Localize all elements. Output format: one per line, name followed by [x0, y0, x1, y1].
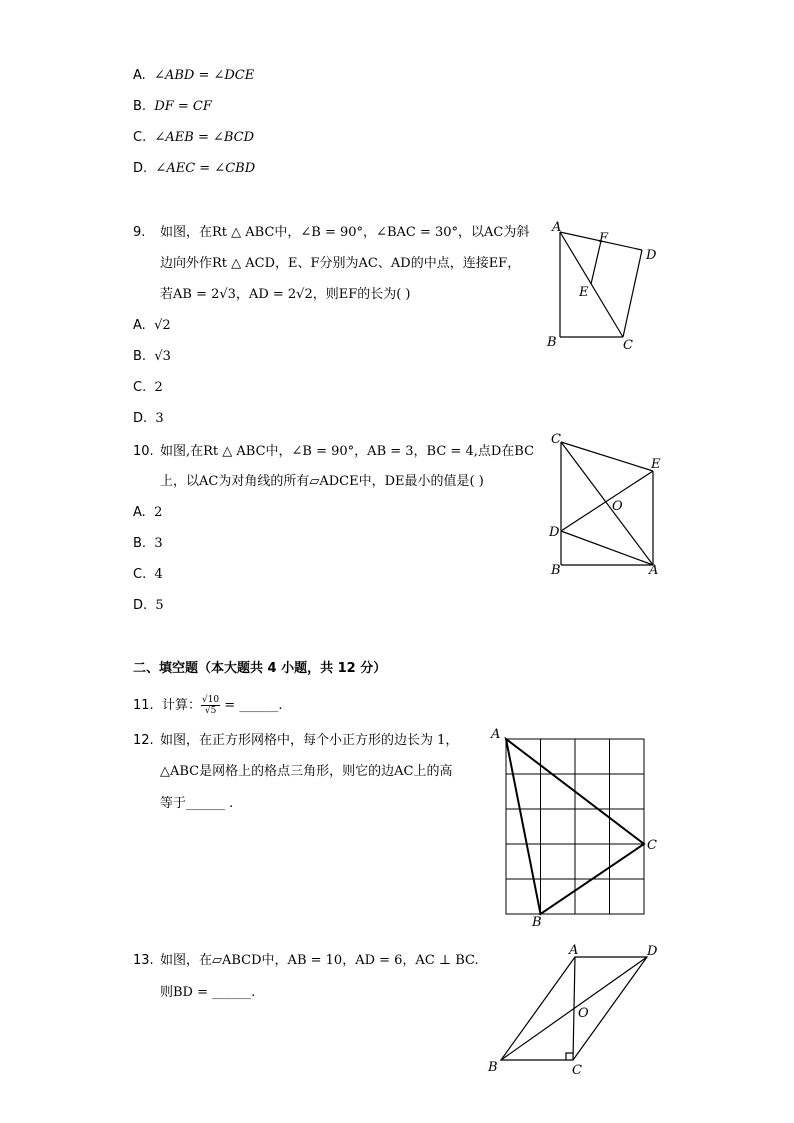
- q8-option-c: C. ∠AEB = ∠BCD: [133, 130, 255, 145]
- q12-grid: [506, 739, 644, 914]
- q9-label-c: C: [623, 338, 633, 353]
- q9-label-f: F: [599, 231, 609, 246]
- q9-line3: 若AB = 2√3，AD = 2√2，则EF的长为( ): [160, 287, 411, 302]
- q9-option-d: D. 3: [133, 411, 164, 426]
- q10-line1: 如图,在Rt △ ABC中，∠B = 90°，AB = 3，BC = 4,点D在BC: [160, 444, 535, 459]
- q9-label-b: B: [547, 335, 557, 350]
- q10-label-b: B: [551, 563, 561, 578]
- q10-label-c: C: [551, 432, 561, 447]
- q12-label-a: A: [491, 727, 501, 742]
- section-heading: 二、填空题（本大题共 4 小题，共 12 分）: [133, 661, 387, 676]
- q9-line1: 如图，在Rt △ ABC中，∠B = 90°，∠BAC = 30°，以AC为斜: [160, 225, 530, 240]
- q11-fraction: $\frac{√10}{√5}$: [201, 695, 220, 716]
- q10-option-d: D. 5: [133, 598, 164, 613]
- q13-label-b: B: [488, 1060, 498, 1075]
- q12-number: 12.: [133, 733, 154, 748]
- q13-number: 13.: [133, 953, 154, 968]
- q10-line2: 上，以AC为对角线的所有▱ADCE中，DE最小的值是( ): [160, 474, 484, 489]
- q9-option-c: C. 2: [133, 380, 163, 395]
- q10-figure: [543, 428, 673, 580]
- q9-label-e: E: [579, 285, 589, 300]
- q10-option-c: C. 4: [133, 567, 163, 582]
- q9-label-d: D: [646, 248, 657, 263]
- q12-label-b: B: [532, 915, 542, 930]
- q10-segment-de: [561, 471, 653, 531]
- q9-label-a: A: [552, 220, 562, 235]
- q13-figure: [484, 940, 664, 1080]
- q10-segment-ce: [561, 442, 653, 471]
- q13-line2: 则BD = ______.: [160, 985, 256, 1000]
- q9-figure: [545, 218, 670, 353]
- q9-option-b: B. √3: [133, 349, 171, 364]
- q10-label-a: A: [649, 563, 659, 578]
- q8-option-a: A. ∠ABD = ∠DCE: [133, 68, 255, 83]
- q10-option-a: A. 2: [133, 505, 163, 520]
- q9-option-a: A. √2: [133, 318, 171, 333]
- q8-option-b: B. DF = CF: [133, 99, 212, 114]
- q11: 11. 计算： $\frac{√10}{√5}$ = ______.: [133, 695, 283, 716]
- q13-label-a: A: [569, 943, 579, 958]
- q12-label-c: C: [647, 838, 657, 853]
- q13-segment-bd: [501, 957, 647, 1060]
- q9-segment-ac: [560, 232, 623, 337]
- q13-right-angle-mark: [566, 1053, 573, 1060]
- q9-number: 9.: [133, 225, 146, 240]
- q10-number: 10.: [133, 444, 154, 459]
- q13-label-c: C: [572, 1063, 582, 1078]
- q10-segment-da: [561, 531, 653, 565]
- q12-line3: 等于______ .: [160, 796, 234, 811]
- q10-label-d: D: [549, 525, 560, 540]
- q13-line1: 如图，在▱ABCD中，AB = 10，AD = 6，AC ⊥ BC.: [160, 953, 479, 968]
- q10-segment-ca: [561, 442, 653, 565]
- q12-figure: [488, 726, 663, 931]
- q13-label-o: O: [578, 1006, 589, 1021]
- q9-segment-dc: [623, 250, 642, 337]
- q10-label-o: O: [612, 499, 623, 514]
- q9-segment-ef: [591, 241, 601, 284]
- q12-line2: △ABC是网格上的格点三角形，则它的边AC上的高: [160, 764, 453, 779]
- q8-option-d: D. ∠AEC = ∠CBD: [133, 161, 256, 176]
- q9-line2: 边向外作Rt △ ACD，E、F分别为AC、AD的中点，连接EF，: [160, 256, 521, 271]
- q10-option-b: B. 3: [133, 536, 163, 551]
- q12-line1: 如图，在正方形网格中，每个小正方形的边长为 1，: [160, 733, 459, 748]
- q13-label-d: D: [647, 944, 658, 959]
- q10-label-e: E: [651, 457, 661, 472]
